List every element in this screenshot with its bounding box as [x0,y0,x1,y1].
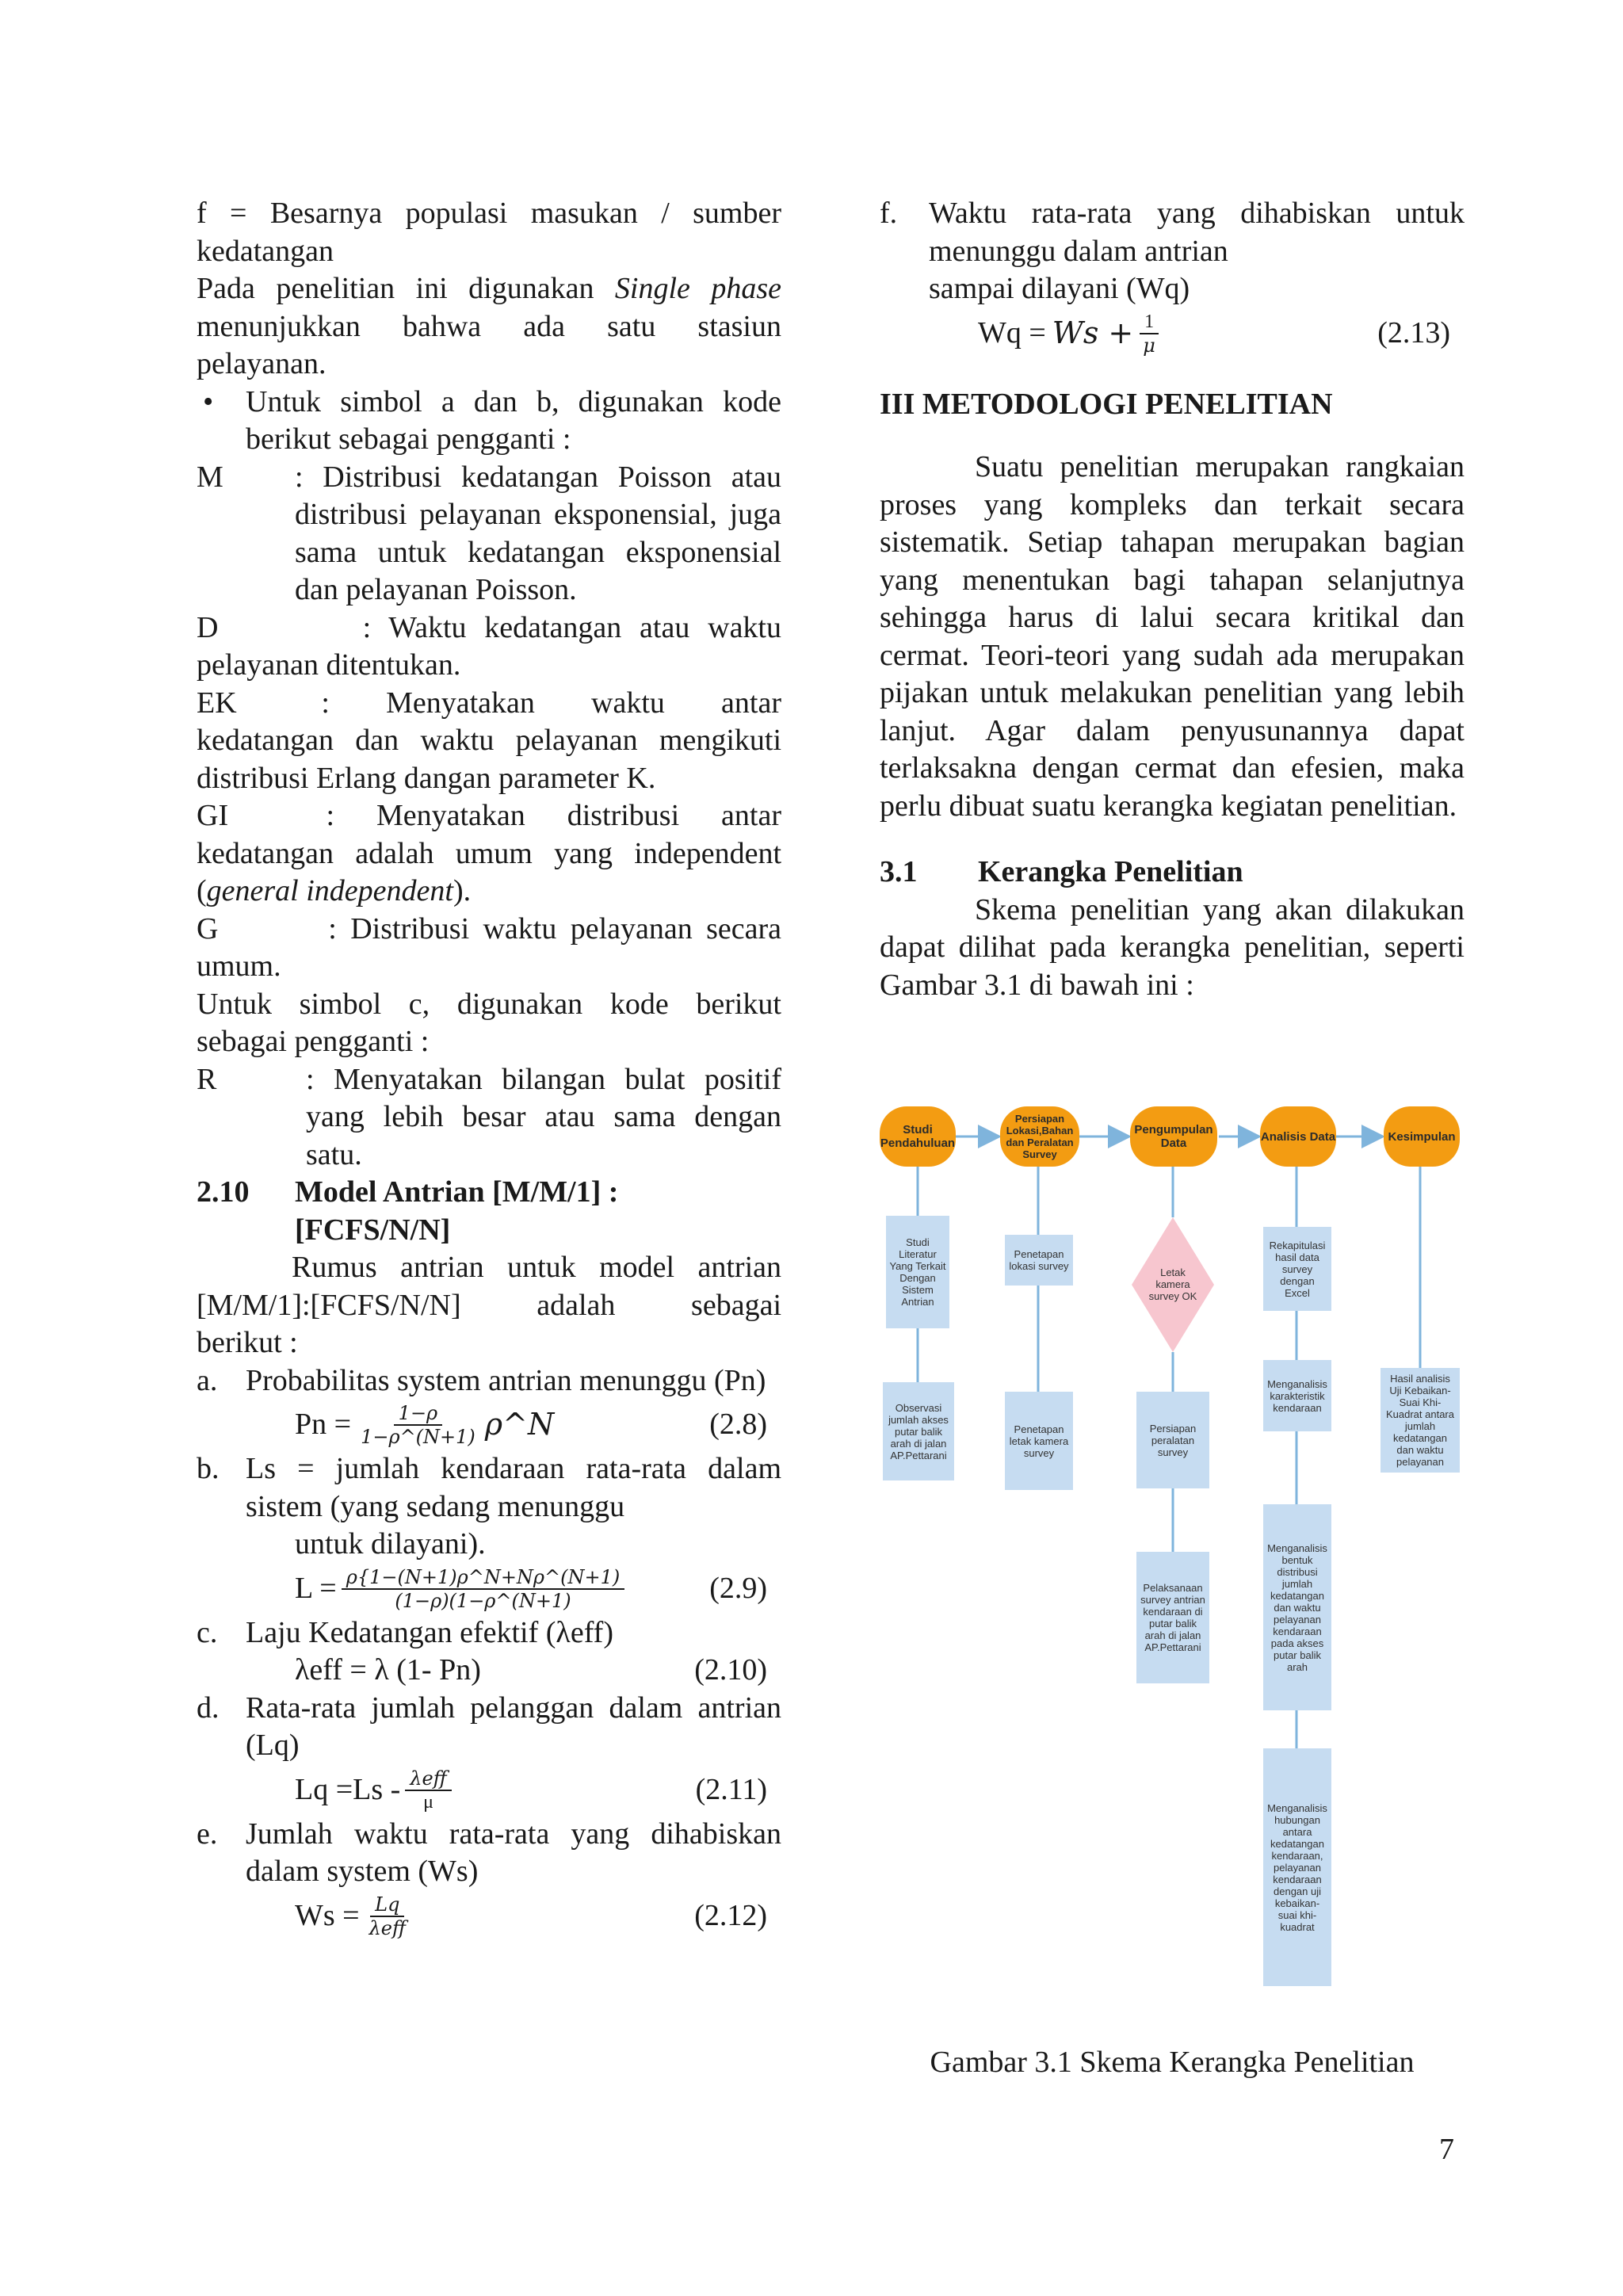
item-c-text: Laju Kedatangan efektif (λeff) [246,1615,613,1649]
item-f-text-cont: sampai dilayani (Wq) [929,272,1190,305]
eq211-lhs: Lq =Ls - [295,1772,401,1806]
symbol-c-line2: sebagai pengganti : [197,1025,430,1058]
item-e-marker: e. [197,1817,218,1851]
single-phase-term: Single phase [614,272,781,305]
term-R [197,1061,781,1175]
eq28-denominator: 1−ρ^(N+1) [361,1426,475,1448]
item-f [880,195,1465,270]
item-d-marker: d. [197,1690,220,1725]
general-independent-term: general independent [206,874,453,907]
rumus-line3: berikut : [197,1326,298,1359]
term-EK-cont2: distribusi Erlang dangan parameter K. [197,761,656,795]
item-b-text-cont: untuk dilayani). [295,1527,486,1561]
symbol-c-line: Untuk simbol c, digunakan kode berikut [197,987,781,1021]
chapter-heading: III METODOLOGI PENELITIAN [880,387,1333,421]
term-G-cont: umum. [197,949,281,983]
item-f-text: Waktu rata-rata yang dihabiskan untuk menunggu dalam antrian [929,197,1465,268]
eq28-number: (2.8) [709,1408,767,1442]
rumus-line1: Rumus antrian untuk model antrian [292,1251,781,1284]
item-a [197,1362,781,1400]
header-studi-pendahuluan: Studi Pendahuluan [880,1106,956,1167]
eq29-number: (2.9) [709,1571,767,1605]
box-penetapan-kamera: Penetapan letak kamera survey [1005,1392,1073,1490]
term-GI-cont2 [197,873,781,911]
eq28-rest: ρ^N [484,1407,555,1442]
right-column [880,195,1465,1004]
rumus-line2: [M/M/1]:[FCFS/N/N] adalah sebagai [197,1288,781,1322]
term-G: G : Distribusi waktu pelayanan secara [197,911,781,946]
item-c-marker: c. [197,1615,218,1649]
single-phase-line [197,270,781,308]
header-kesimpulan: Kesimpulan [1384,1106,1460,1167]
eq29-numerator: ρ{1−(N+1)ρ^N+Nρ^(N+1) [342,1566,625,1590]
eq210-expression: λeff = λ (1- Pn) [295,1653,481,1687]
pop-definition-cont: kedatangan [197,234,334,268]
item-a-marker: a. [197,1363,218,1397]
term-M-value: : Distribusi kedatangan Poisson atau distribusi pelayanan eksponensial, juga sama untuk kedatangan eksponensial dan pelayanan Poisson. [295,460,781,606]
item-b-marker: b. [197,1452,220,1485]
eq211-numerator: λeff [405,1767,451,1791]
item-a-text: Probabilitas system antrian menunggu (Pn) [246,1363,766,1397]
framework-paragraph: Skema penelitian yang akan dilakukan dapat dilihat pada kerangka penelitian, seperti Gambar 3.1 di bawah ini : [880,892,1465,1002]
single-phase-prefix: Pada penelitian ini digunakan [197,272,615,305]
item-d-text: Rata-rata jumlah pelanggan dalam antrian (Lq) [246,1690,781,1762]
box-persiapan-peralatan: Persiapan peralatan survey [1136,1392,1209,1488]
eq29-lhs: L = [295,1571,337,1605]
eq213-number: (2.13) [1377,315,1450,350]
box-analisis-karakteristik: Menganalisis karakteristik kendaraan [1263,1360,1331,1431]
bullet-text: Untuk simbol a dan b, digunakan kode berikut sebagai pengganti : [246,384,781,456]
equation-2-11 [197,1765,781,1816]
eq212-number: (2.12) [694,1898,767,1932]
item-e-text: Jumlah waktu rata-rata yang dihabiskan dalam system (Ws) [246,1817,781,1888]
bullet-item [197,384,781,459]
eq28-numerator: 1−ρ [394,1402,443,1426]
eq212-numerator: Lq [370,1893,404,1917]
item-c [197,1614,781,1652]
eq213-lhs: Wq = [978,315,1046,350]
eq211-denominator: μ [423,1791,433,1813]
term-R-key: R [197,1062,217,1096]
box-hasil-analisis: Hasil analisis Uji Kebaikan-Suai Khi-Kuadrat antara jumlah kedatangan dan waktu pelayanan [1381,1368,1460,1473]
box-penetapan-lokasi: Penetapan lokasi survey [1005,1235,1073,1286]
pop-definition: f = Besarnya populasi masukan / sumber [197,197,781,230]
term-GI-cont: kedatangan adalah umum yang independent [197,836,781,870]
equation-2-10 [197,1652,781,1690]
eq213-denominator: μ [1143,334,1155,357]
term-EK: EK : Menyatakan waktu antar [197,686,781,720]
section-title: Model Antrian [M/M/1] : [FCFS/N/N] [295,1175,619,1247]
methodology-paragraph: Suatu penelitian merupakan rangkaian proses yang kompleks dan terkait secara sistematik. Setiap tahapan merupakan bagian yang menentukan bagi tahapan selanjutnya sehingga harus di lalui secara kritikal dan cermat. Teori-teori yang sudah ada merupakan pijakan untuk melakukan penelitian yang lebih lanjut. Agar dalam penyusunannya dapat terlaksakna dengan cermat dan efesien, maka perlu dibuat suatu kerangka kegiatan penelitian. [880,450,1465,823]
figure-caption: Gambar 3.1 Skema Kerangka Penelitian [930,2046,1415,2079]
header-persiapan: Persiapan Lokasi,Bahan dan Peralatan Survey [1000,1106,1079,1167]
section-number: 2.10 [197,1175,250,1209]
page-number: 7 [1439,2133,1454,2166]
section-heading-2-10 [197,1174,781,1249]
item-b-text: Ls = jumlah kendaraan rata-rata dalam sistem (yang sedang menunggu [246,1452,781,1523]
eq213-numerator: 1 [1140,311,1159,334]
box-studi-literatur: Studi Literatur Yang Terkait Dengan Sistem Antrian [886,1216,949,1328]
term-D: D : Waktu kedatangan atau waktu [197,610,781,644]
term-D-cont: pelayanan ditentukan. [197,648,461,682]
decision-text: Letak kamera survey OK [1148,1266,1197,1302]
item-e [197,1816,781,1891]
subsection-heading-3-1 [880,854,1465,892]
paren-open: ( [197,874,207,907]
box-pelaksanaan-survey: Pelaksanaan survey antrian kendaraan di putar balik arah di jalan AP.Pettarani [1136,1552,1209,1683]
term-R-value: : Menyatakan bilangan bulat positif yang lebih besar atau sama dengan satu. [306,1062,781,1171]
header-analisis-data: Analisis Data [1260,1106,1336,1167]
eq212-lhs: Ws = [295,1898,360,1932]
subsection-title: Kerangka Penelitian [978,855,1243,888]
equation-2-13 [880,308,1465,359]
eq28-fraction [356,1402,480,1448]
eq213-fraction [1138,311,1160,357]
term-GI: GI : Menyatakan distribusi antar [197,799,781,832]
equation-2-8 [197,1400,781,1450]
eq28-lhs: Pn = [295,1408,352,1442]
term-M-key: M [197,460,223,494]
equation-2-9 [197,1564,781,1614]
item-d [197,1690,781,1765]
eq211-number: (2.11) [695,1772,767,1806]
item-f-marker: f. [880,197,898,230]
header-pengumpulan-data: Pengumpulan Data [1130,1106,1217,1167]
research-framework-diagram [880,1098,1466,2024]
equation-2-12 [197,1891,781,1942]
eq29-fraction [342,1566,625,1612]
paren-close: ). [453,874,472,907]
box-analisis-distribusi: Menganalisis bentuk distribusi jumlah kedatangan dan waktu pelayanan kendaraan pada akses putar balik arah [1263,1504,1331,1710]
eq29-denominator: (1−ρ)(1−ρ^(N+1) [395,1589,571,1612]
single-phase-line2: menunjukkan bahwa ada satu stasiun [197,309,781,343]
single-phase-line3: pelayanan. [197,347,327,380]
eq212-denominator: λeff [369,1916,407,1939]
left-column [197,195,781,1942]
term-EK-cont: kedatangan dan waktu pelayanan mengikuti [197,724,781,757]
box-analisis-hubungan: Menganalisis hubungan antara kedatangan kendaraan, pelayanan kendaraan dengan uji kebaikan-suai khi-kuadrat [1263,1748,1331,1986]
term-M [197,459,781,609]
box-observasi: Observasi jumlah akses putar balik arah di jalan AP.Pettarani [883,1382,954,1480]
eq210-number: (2.10) [694,1653,767,1687]
eq211-fraction [405,1767,451,1813]
subsection-number: 3.1 [880,855,918,888]
box-rekapitulasi: Rekapitulasi hasil data survey dengan Excel [1263,1227,1331,1311]
bullet-mark: • [203,384,214,418]
item-b [197,1450,781,1526]
eq212-fraction [365,1893,411,1939]
eq213-ws: Ws + [1052,315,1134,350]
